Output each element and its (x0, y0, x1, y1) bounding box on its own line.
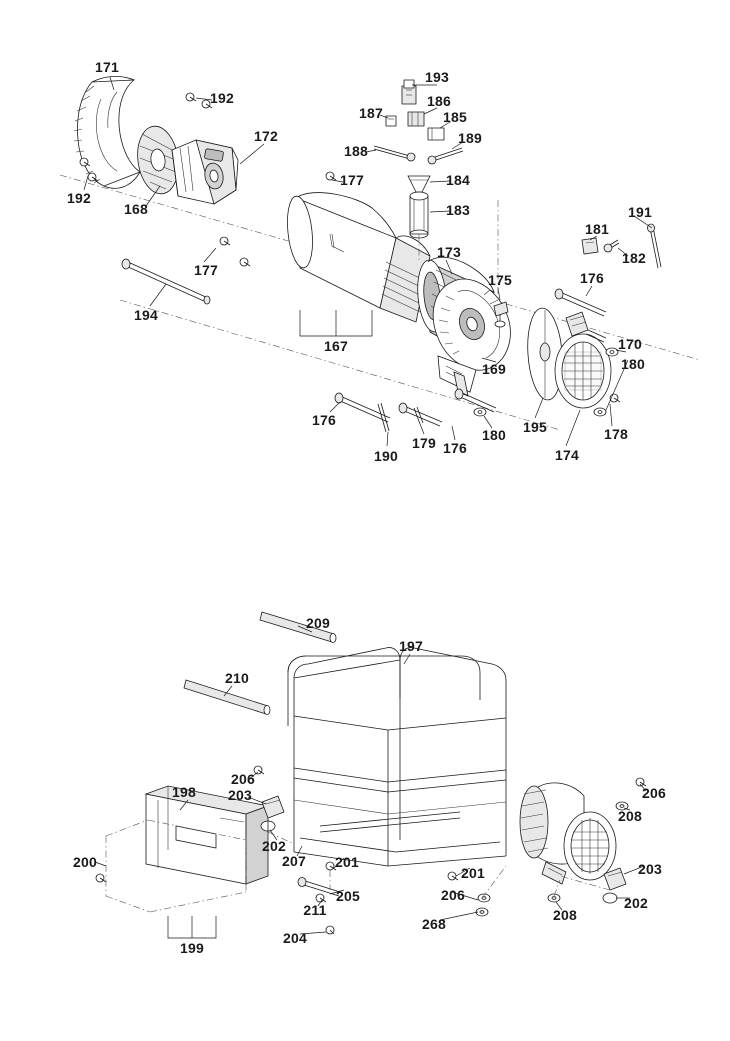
callout-207: 207 (282, 853, 306, 869)
part-174-end-cover (555, 334, 611, 408)
callout-192: 192 (67, 190, 91, 206)
callout-206: 206 (642, 785, 666, 801)
callout-192: 192 (210, 90, 234, 106)
callout-193: 193 (425, 69, 449, 85)
callout-200: 200 (73, 854, 97, 870)
callout-167: 167 (324, 338, 348, 354)
callout-175: 175 (488, 272, 512, 288)
callout-195: 195 (523, 419, 547, 435)
callout-169: 169 (482, 361, 506, 377)
callout-177: 177 (340, 172, 364, 188)
callout-179: 179 (412, 435, 436, 451)
callout-191: 191 (628, 204, 652, 220)
part-167-duct (284, 193, 430, 322)
callout-203: 203 (638, 861, 662, 877)
callout-172: 172 (254, 128, 278, 144)
callout-168: 168 (124, 201, 148, 217)
callout-202: 202 (262, 838, 286, 854)
callout-185: 185 (443, 109, 467, 125)
callout-189: 189 (458, 130, 482, 146)
callout-181: 181 (585, 221, 609, 237)
callout-197: 197 (399, 638, 423, 654)
callout-210: 210 (225, 670, 249, 686)
callout-186: 186 (427, 93, 451, 109)
callout-190: 190 (374, 448, 398, 464)
callout-180: 180 (621, 356, 645, 372)
callout-208: 208 (618, 808, 642, 824)
callout-188: 188 (344, 143, 368, 159)
callout-183: 183 (446, 202, 470, 218)
callout-178: 178 (604, 426, 628, 442)
callout-206: 206 (441, 887, 465, 903)
part-169-end-bell (433, 279, 510, 396)
callout-205: 205 (336, 888, 360, 904)
callout-174: 174 (555, 447, 579, 463)
callout-211: 211 (303, 902, 327, 918)
callout-176: 176 (312, 412, 336, 428)
figure-top-graphics (60, 76, 700, 446)
callout-208: 208 (553, 907, 577, 923)
callout-173: 173 (437, 244, 461, 260)
part-171-fan-housing (74, 76, 140, 188)
callout-203: 203 (228, 787, 252, 803)
callout-268: 268 (422, 916, 446, 932)
callout-170: 170 (618, 336, 642, 352)
callout-176: 176 (443, 440, 467, 456)
callout-206: 206 (231, 771, 255, 787)
callout-171: 171 (95, 59, 119, 75)
callout-202: 202 (624, 895, 648, 911)
callout-182: 182 (622, 250, 646, 266)
callout-199: 199 (180, 940, 204, 956)
callout-201: 201 (335, 854, 359, 870)
alternator-bottom-right (520, 783, 616, 884)
callout-194: 194 (134, 307, 158, 323)
callout-201: 201 (461, 865, 485, 881)
callout-187: 187 (359, 105, 383, 121)
callout-209: 209 (306, 615, 330, 631)
callout-184: 184 (446, 172, 470, 188)
callout-204: 204 (283, 930, 307, 946)
callout-198: 198 (172, 784, 196, 800)
part-172-engine-block (172, 140, 238, 204)
callout-180: 180 (482, 427, 506, 443)
callout-177: 177 (194, 262, 218, 278)
callout-176: 176 (580, 270, 604, 286)
figure-bottom-graphics (95, 612, 646, 938)
part-197-frame (288, 648, 506, 866)
